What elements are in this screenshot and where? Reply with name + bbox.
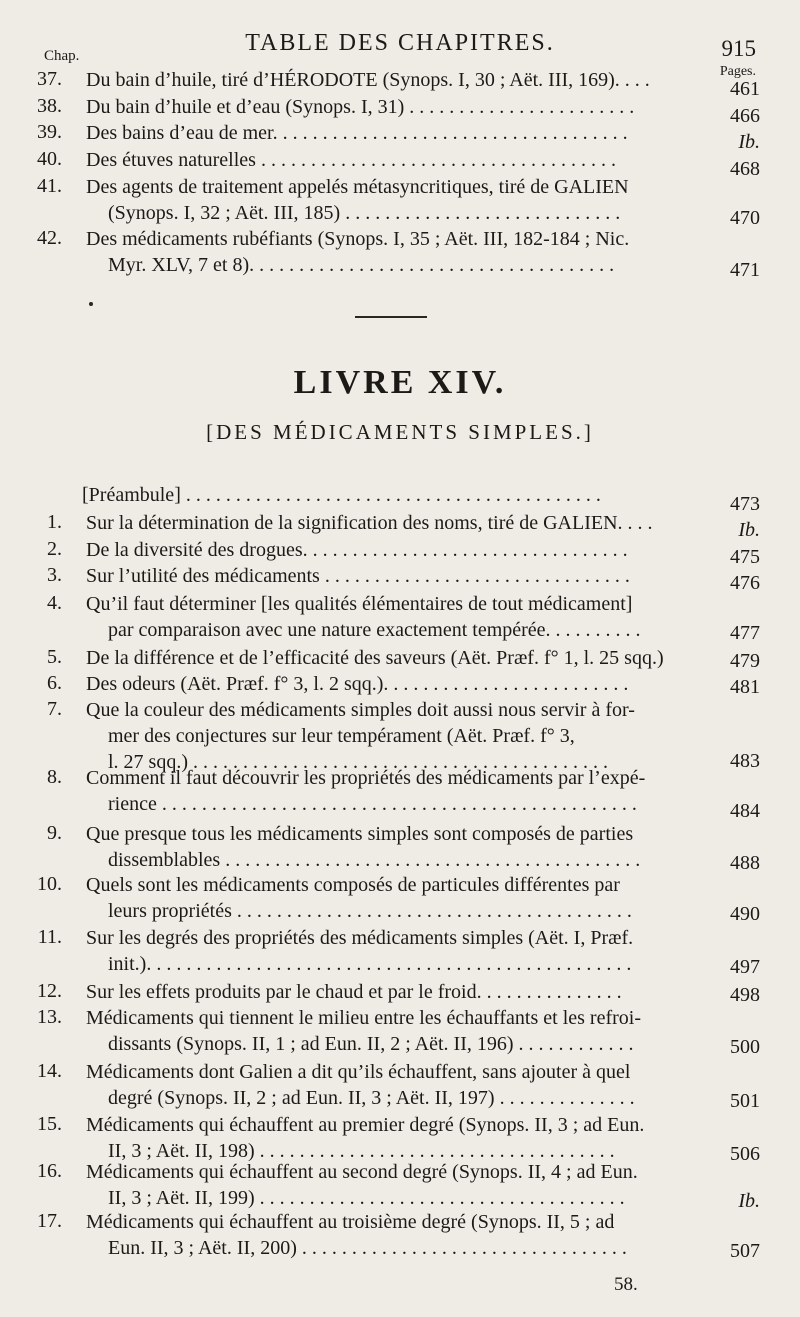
toc-entry [0, 564, 800, 594]
toc-entry [0, 227, 800, 281]
chapter-title: [Préambule] . . . . . . . . . . . . . . . . . . . . . . . . . . . . . . . . . . . . . . . . . . [82, 484, 601, 506]
chapter-number: 39. [37, 121, 62, 143]
toc-entry [0, 980, 800, 1006]
chapter-title: Médicaments dont Galien a dit qu’ils échauffent, sans ajouter à quel [86, 1061, 631, 1083]
section-rule [355, 316, 427, 318]
chapter-title-continuation: mer des conjectures sur leur tempérament (Aët. Præf. f° 3, [108, 725, 575, 747]
chapter-title-continuation: II, 3 ; Aët. II, 198) . . . . . . . . . . . . . . . . . . . . . . . . . . . . . . . . . . . . [108, 1140, 615, 1162]
toc-entry [0, 175, 800, 229]
toc-entry [0, 95, 800, 127]
chapter-page: 479 [730, 650, 760, 672]
chapter-page: 471 [730, 259, 760, 281]
chap-column-label: Chap. [44, 48, 80, 64]
stray-dot-mark [89, 302, 93, 306]
chapter-page: 475 [730, 546, 760, 568]
chapter-page: 483 [730, 750, 760, 772]
toc-entry [0, 538, 800, 568]
toc-entry [0, 148, 800, 180]
chapter-number: 14. [37, 1060, 62, 1082]
chapter-title: De la diversité des drogues. . . . . . . . . . . . . . . . . . . . . . . . . . . . . . . . . [86, 539, 628, 561]
toc-entry [0, 646, 800, 672]
chapter-title: Médicaments qui tiennent le milieu entre les échauffants et les refroi- [86, 1007, 641, 1029]
chapter-title: Que la couleur des médicaments simples doit aussi nous servir à for- [86, 699, 635, 721]
chapter-title: Médicaments qui échauffent au troisième degré (Synops. II, 5 ; ad [86, 1211, 615, 1233]
chapter-number: 40. [37, 148, 62, 170]
chapter-title: Que presque tous les médicaments simples sont composés de parties [86, 823, 634, 845]
chapter-page: 470 [730, 207, 760, 229]
chapter-number: 7. [47, 698, 62, 720]
chapter-number: 3. [47, 564, 62, 586]
chapter-title: Des bains d’eau de mer. . . . . . . . . . . . . . . . . . . . . . . . . . . . . . . . . . . . [86, 122, 628, 144]
chapter-title-continuation: rience . . . . . . . . . . . . . . . . . . . . . . . . . . . . . . . . . . . . . . . . . . . . . . . . [108, 793, 637, 815]
chapter-title-continuation: init.). . . . . . . . . . . . . . . . . . . . . . . . . . . . . . . . . . . . . . . . . . . . . . . . . [108, 953, 632, 975]
chapter-title: Médicaments qui échauffent au premier degré (Synops. II, 3 ; ad Eun. [86, 1114, 645, 1136]
chapter-number: 16. [37, 1160, 62, 1182]
chapter-page: 497 [730, 956, 760, 978]
chapter-title-continuation: Myr. XLV, 7 et 8). . . . . . . . . . . . . . . . . . . . . . . . . . . . . . . . . . . . . [108, 254, 615, 276]
chapter-title: Des agents de traitement appelés métasyncritiques, tiré de GALIEN [86, 176, 629, 198]
chapter-page: 500 [730, 1036, 760, 1058]
chapter-title: Quels sont les médicaments composés de particules différentes par [86, 874, 620, 896]
chapter-number: 15. [37, 1113, 62, 1135]
chapter-title-continuation: degré (Synops. II, 2 ; ad Eun. II, 3 ; Aët. II, 197) . . . . . . . . . . . . . . [108, 1087, 635, 1109]
chapter-number: 5. [47, 646, 62, 668]
chapter-page: 498 [730, 984, 760, 1006]
chapter-number: 4. [47, 592, 62, 614]
toc-entry [0, 1210, 800, 1262]
chapter-title: Sur l’utilité des médicaments . . . . . . . . . . . . . . . . . . . . . . . . . . . . . . . [86, 565, 630, 587]
chapter-page: Ib. [738, 1190, 760, 1212]
chapter-number: 11. [37, 926, 62, 948]
chapter-number: 2. [47, 538, 62, 560]
chapter-page: 477 [730, 622, 760, 644]
chapter-page: 481 [730, 676, 760, 698]
page-number: 915 [721, 36, 756, 61]
toc-entry [0, 926, 800, 978]
toc-entry [0, 1160, 800, 1212]
chapter-number: 12. [37, 980, 62, 1002]
toc-entry [0, 766, 800, 822]
chapter-number: 17. [37, 1210, 62, 1232]
toc-entry [0, 1113, 800, 1165]
chapter-number: 41. [37, 175, 62, 197]
chapter-page: 466 [730, 105, 760, 127]
chapter-number: 38. [37, 95, 62, 117]
chapter-number: 37. [37, 68, 62, 90]
chapter-title: Sur la détermination de la signification des noms, tiré de GALIEN. . . . [86, 512, 653, 534]
book-subtitle: [DES MÉDICAMENTS SIMPLES.] [206, 420, 594, 444]
toc-entry [0, 672, 800, 698]
toc-entry [0, 511, 800, 541]
chapter-page: 506 [730, 1143, 760, 1165]
toc-entry [0, 483, 800, 515]
chapter-number: 6. [47, 672, 62, 694]
chapter-title: Du bain d’huile, tiré d’HÉRODOTE (Synops. I, 30 ; Aët. III, 169). . . . [86, 69, 650, 91]
chapter-title: Comment il faut découvrir les propriétés des médicaments par l’expé- [86, 767, 646, 789]
chapter-number: 42. [37, 227, 62, 249]
running-title: TABLE DES CHAPITRES. [245, 30, 555, 56]
chapter-title: Sur les degrés des propriétés des médicaments simples (Aët. I, Præf. [86, 927, 634, 949]
chapter-page: 490 [730, 903, 760, 925]
chapter-page: 461 [730, 78, 760, 100]
chapter-title: Des médicaments rubéfiants (Synops. I, 35 ; Aët. III, 182-184 ; Nic. [86, 228, 630, 250]
chapter-number: 9. [47, 822, 62, 844]
chapter-page: 473 [730, 493, 760, 515]
chapter-page: 507 [730, 1240, 760, 1262]
chapter-page: 484 [730, 800, 760, 822]
toc-entry [0, 592, 800, 644]
toc-entry [0, 873, 800, 925]
chapter-number: 10. [37, 873, 62, 895]
chapter-title-continuation: l. 27 sqq.) . . . . . . . . . . . . . . . . . . . . . . . . . . . . . . . . . . . . . . . . . . [108, 751, 608, 773]
chapter-title-continuation: par comparaison avec une nature exactement tempérée. . . . . . . . . . [108, 619, 641, 641]
book-title: LIVRE XIV. [293, 364, 507, 401]
chapter-page: 488 [730, 852, 760, 874]
toc-entry [0, 822, 800, 874]
chapter-title-continuation: II, 3 ; Aët. II, 199) . . . . . . . . . . . . . . . . . . . . . . . . . . . . . . . . . . . . . [108, 1187, 625, 1209]
chapter-title-continuation: dissemblables . . . . . . . . . . . . . . . . . . . . . . . . . . . . . . . . . . . . . . . . . . [108, 849, 641, 871]
chapter-page: Ib. [738, 131, 760, 153]
toc-entry [0, 1060, 800, 1112]
chapter-page: Ib. [738, 519, 760, 541]
chapter-title: Sur les effets produits par le chaud et par le froid. . . . . . . . . . . . . . . [86, 981, 622, 1003]
chapter-title-continuation: leurs propriétés . . . . . . . . . . . . . . . . . . . . . . . . . . . . . . . . . . . . . . . . [108, 900, 632, 922]
chapter-number: 13. [37, 1006, 62, 1028]
toc-entry [0, 698, 800, 773]
chapter-title-continuation: dissants (Synops. II, 1 ; ad Eun. II, 2 ; Aët. II, 196) . . . . . . . . . . . . [108, 1033, 634, 1055]
chapter-page: 468 [730, 158, 760, 180]
chapter-page: 476 [730, 572, 760, 594]
chapter-title: Qu’il faut déterminer [les qualités élémentaires de tout médicament] [86, 593, 633, 615]
chapter-title-continuation: (Synops. I, 32 ; Aët. III, 185) . . . . . . . . . . . . . . . . . . . . . . . . . . . . [108, 202, 621, 224]
pages-column-label: Pages. [719, 64, 756, 79]
chapter-page: 501 [730, 1090, 760, 1112]
chapter-title: Des odeurs (Aët. Præf. f° 3, l. 2 sqq.). . . . . . . . . . . . . . . . . . . . . . . . . [86, 673, 629, 695]
chapter-title: Médicaments qui échauffent au second degré (Synops. II, 4 ; ad Eun. [86, 1161, 638, 1183]
signature-mark: 58. [614, 1274, 638, 1295]
toc-entry [0, 121, 800, 153]
toc-entry [0, 1006, 800, 1058]
chapter-title: De la différence et de l’efficacité des saveurs (Aët. Præf. f° 1, l. 25 sqq.) [86, 647, 664, 669]
chapter-number: 8. [47, 766, 62, 788]
chapter-number: 1. [47, 511, 62, 533]
chapter-title-continuation: Eun. II, 3 ; Aët. II, 200) . . . . . . . . . . . . . . . . . . . . . . . . . . . . . . . . . [108, 1237, 627, 1259]
chapter-title: Des étuves naturelles . . . . . . . . . . . . . . . . . . . . . . . . . . . . . . . . . . . . [86, 149, 616, 171]
chapter-title: Du bain d’huile et d’eau (Synops. I, 31) . . . . . . . . . . . . . . . . . . . . . . . [86, 96, 635, 118]
